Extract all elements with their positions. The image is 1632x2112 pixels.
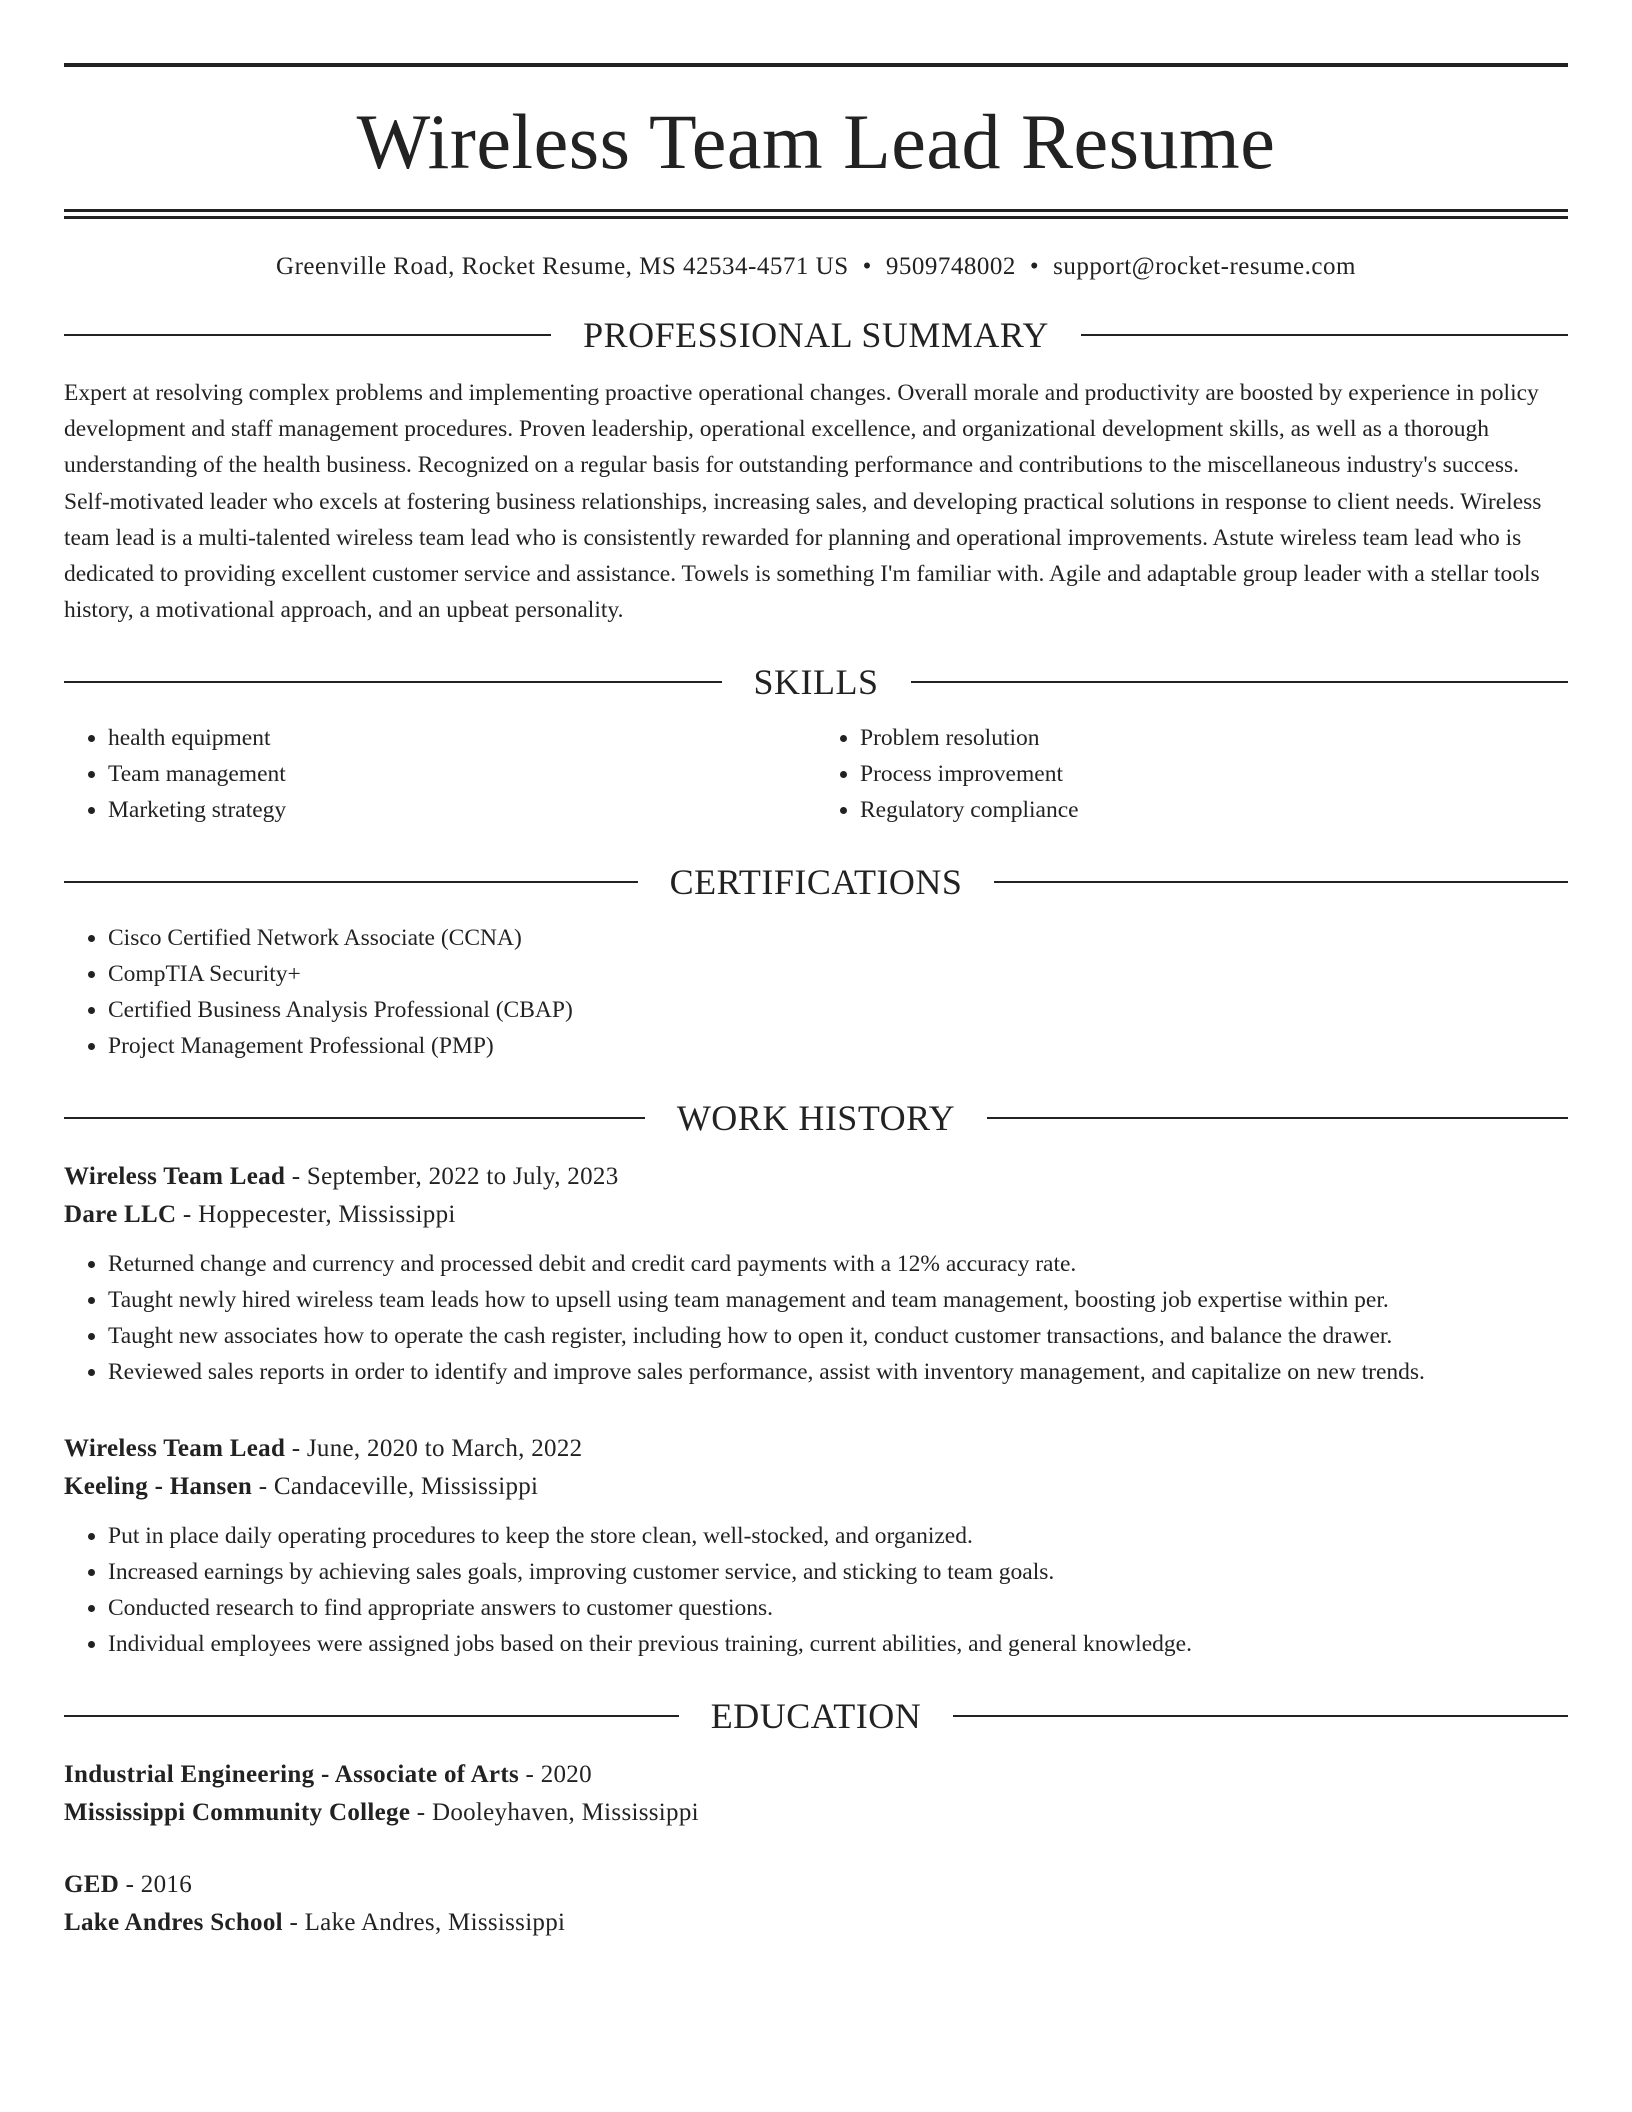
section-rule (911, 681, 1569, 683)
contact-email: support@rocket-resume.com (1053, 253, 1356, 280)
job-bullet: • Taught newly hired wireless team leads how to upsell using team management and team management, boosting job expertise within per. (108, 1282, 1568, 1318)
job-dates: - September, 2022 to July, 2023 (285, 1163, 619, 1191)
section-rule (64, 1117, 645, 1119)
section-title: CERTIFICATIONS (669, 862, 963, 903)
education-degree: GED (64, 1871, 120, 1899)
job-bullet: • Returned change and currency and processed debit and credit card payments with a 12% accuracy rate. (108, 1246, 1568, 1282)
job-title: Wireless Team Lead (64, 1163, 286, 1191)
job-title: Wireless Team Lead (64, 1435, 286, 1463)
section-rule (994, 881, 1568, 883)
certification-item: • Project Management Professional (PMP) (108, 1028, 1568, 1064)
certification-item: • Cisco Certified Network Associate (CCNA) (108, 920, 1568, 956)
certification-item: • CompTIA Security+ (108, 956, 1568, 992)
contact-separator: • (1029, 253, 1040, 280)
job-entry (64, 1158, 1568, 1390)
section-header-skills (64, 662, 1568, 703)
job-location: - Hoppecester, Mississippi (176, 1201, 456, 1229)
section-title: WORK HISTORY (676, 1098, 956, 1139)
education-degree: Industrial Engineering - Associate of Arts (64, 1761, 519, 1789)
skill-item: • Marketing strategy (108, 792, 816, 828)
section-rule (64, 334, 551, 336)
summary-text: Expert at resolving complex problems and implementing proactive operational changes. Overall morale and productivity are boosted by experience in policy development and staff management procedures. Proven leadership, operational excellence, and organizational development skills, as well as a thorough understanding of the health business. Recognized on a regular basis for outstanding performance and contributions to the miscellaneous industry's success. Self-motivated leader who excels at fostering business relationships, increasing sales, and developing practical solutions in response to client needs. Wireless team lead is a multi-talented wireless team lead who is consistently rewarded for planning and operational improvements. Astute wireless team lead who is dedicated to providing excellent customer service and assistance. Towels is something I'm familiar with. Agile and adaptable group leader with a stellar tools history, a motivational approach, and an upbeat personality. (64, 380, 1542, 624)
section-title: EDUCATION (710, 1696, 922, 1737)
contact-phone: 9509748002 (885, 253, 1016, 280)
job-bullets (64, 1518, 1568, 1662)
job-company-line (64, 1196, 1568, 1234)
skill-item: • Problem resolution (860, 720, 1568, 756)
skills-list (64, 720, 1568, 828)
job-dates: - June, 2020 to March, 2022 (285, 1435, 583, 1463)
contact-separator: • (862, 253, 872, 280)
section-rule (64, 681, 722, 683)
job-company: Keeling - Hansen (64, 1473, 253, 1501)
skill-item: • Regulatory compliance (860, 792, 1568, 828)
job-title-line (64, 1158, 1568, 1196)
education-degree-line (64, 1866, 1568, 1904)
section-rule (64, 881, 638, 883)
job-bullet: • Individual employees were assigned jobs based on their previous training, current abilities, and general knowledge. (108, 1626, 1568, 1662)
section-rule (64, 1715, 679, 1717)
education-school: Lake Andres School (64, 1909, 283, 1937)
education-degree-line (64, 1756, 1568, 1794)
education-year: - 2020 (518, 1761, 592, 1789)
skill-item: • Process improvement (860, 756, 1568, 792)
skill-item: • health equipment (108, 720, 816, 756)
top-divider (64, 63, 1568, 67)
job-bullet: • Reviewed sales reports in order to identify and improve sales performance, assist with inventory management, and capitalize on new trends. (108, 1354, 1568, 1390)
section-title: SKILLS (753, 662, 879, 703)
contact-address: Greenville Road, Rocket Resume, MS 42534-4571 US (276, 253, 849, 280)
section-rule (987, 1117, 1568, 1119)
skills-column-left (64, 720, 816, 828)
job-bullet: • Increased earnings by achieving sales goals, improving customer service, and sticking to team goals. (108, 1554, 1568, 1590)
section-header-work-history (64, 1098, 1568, 1139)
section-rule (1081, 334, 1568, 336)
section-header-certifications (64, 862, 1568, 903)
contact-line (64, 253, 1568, 281)
education-location: - Lake Andres, Mississippi (282, 1909, 566, 1937)
section-header-education (64, 1696, 1568, 1737)
skill-item: • Team management (108, 756, 816, 792)
education-year: - 2016 (119, 1871, 193, 1899)
job-location: - Candaceville, Mississippi (252, 1473, 539, 1501)
job-bullets (64, 1246, 1568, 1390)
certifications-list (64, 920, 1568, 1064)
job-company: Dare LLC (64, 1201, 177, 1229)
education-location: - Dooleyhaven, Mississippi (410, 1799, 699, 1827)
section-title: PROFESSIONAL SUMMARY (583, 315, 1049, 355)
education-school: Mississippi Community College (64, 1799, 411, 1827)
education-school-line (64, 1904, 1568, 1942)
education-entry (64, 1756, 1568, 1832)
title-double-divider (64, 209, 1568, 219)
job-bullet: • Conducted research to find appropriate answers to customer questions. (108, 1590, 1568, 1626)
job-bullet: • Taught new associates how to operate the cash register, including how to open it, conduct customer transactions, and balance the drawer. (108, 1318, 1568, 1354)
certification-item: • Certified Business Analysis Professional (CBAP) (108, 992, 1568, 1028)
education-school-line (64, 1794, 1568, 1832)
resume-title: Wireless Team Lead Resume (356, 98, 1276, 185)
job-bullet: • Put in place daily operating procedures to keep the store clean, well-stocked, and organized. (108, 1518, 1568, 1554)
job-company-line (64, 1468, 1568, 1506)
skills-column-right (816, 720, 1568, 828)
job-title-line (64, 1430, 1568, 1468)
education-entry (64, 1866, 1568, 1942)
job-entry (64, 1430, 1568, 1662)
section-header-summary (64, 317, 1568, 353)
section-rule (953, 1715, 1568, 1717)
